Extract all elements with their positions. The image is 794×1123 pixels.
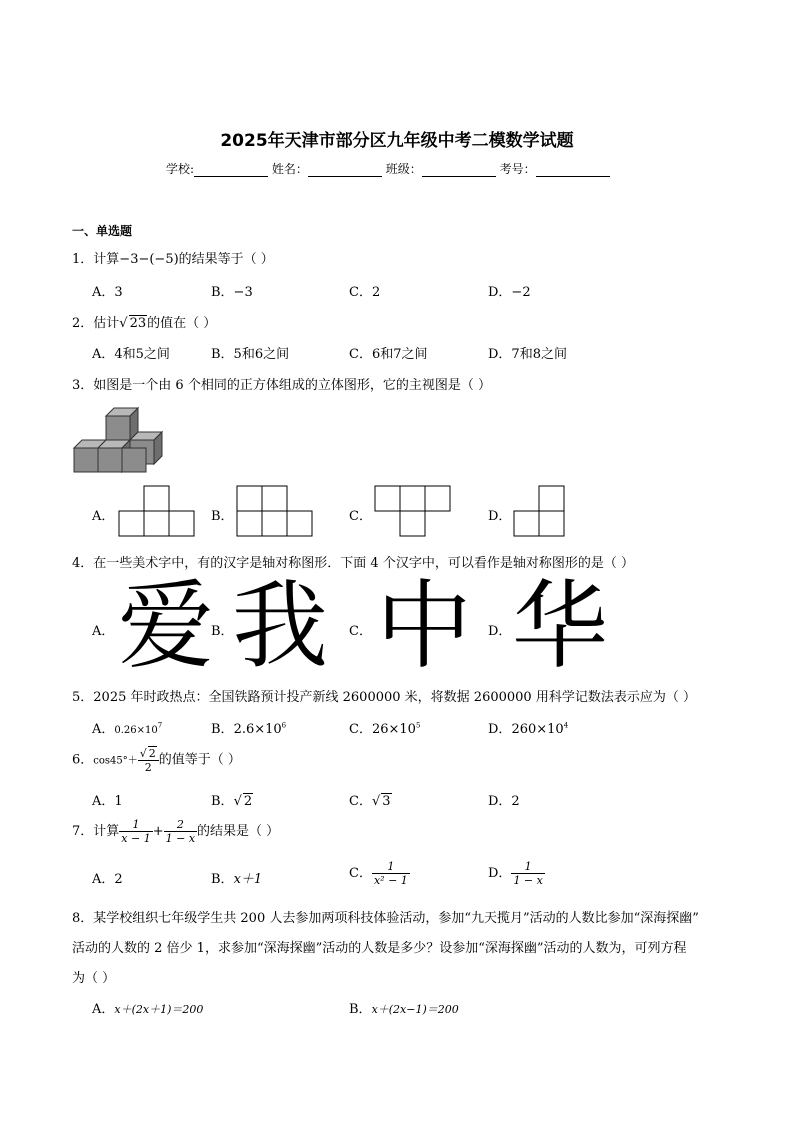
q7-plus: +	[152, 824, 164, 839]
q3-number: 3．	[72, 378, 94, 393]
q6-b-radicand: 2	[243, 794, 253, 809]
q1-number: 1．	[72, 252, 94, 267]
question-7	[72, 818, 279, 845]
q5-option-d[interactable]	[488, 718, 568, 737]
class-label: 班级：	[385, 162, 422, 176]
cube-stack-figure	[70, 404, 170, 474]
q3-option-d-figure	[513, 485, 573, 540]
q8-line1: 某学校组织七年级学生共 200 人去参加两项科技体验活动，参加“九天揽月”活动的人数比参加“深海探幽”	[93, 911, 699, 926]
question-8-line-1	[72, 907, 699, 926]
q1-option-b[interactable]: B．−3	[211, 285, 253, 300]
q4-option-c[interactable]: C．	[349, 624, 372, 639]
q3-option-b[interactable]: B．	[211, 509, 234, 524]
q1-option-c[interactable]: C．2	[349, 285, 381, 300]
q5-c-exp: 5	[415, 721, 421, 730]
q4-char-c: 中	[376, 570, 472, 682]
q2-radicand: 23	[129, 316, 147, 331]
number-label: 考号：	[499, 162, 536, 176]
q7-f1-den: x − 1	[121, 832, 151, 845]
q6-fraction: $\frac{√ 2}{2}$	[138, 746, 159, 774]
q2-option-c[interactable]: C．6和7之间	[349, 347, 428, 362]
q2-post: 的值在（ ）	[147, 316, 217, 331]
q8-option-a[interactable]	[92, 998, 203, 1017]
q6-number: 6．	[72, 752, 94, 768]
q4-option-a[interactable]: A．	[92, 624, 115, 639]
q8-b-label: B．	[349, 1002, 372, 1017]
school-label: 学校:	[166, 162, 195, 176]
q6-post: 的值等于（ ）	[158, 752, 241, 768]
q1-pre: 计算	[93, 252, 120, 267]
q6-b-label: B．	[211, 794, 234, 809]
q7-b-expr: x＋1	[233, 872, 263, 887]
q4-number: 4．	[72, 556, 94, 571]
q6-frac-num: 2	[148, 747, 156, 760]
q5-text: 2025 年时政热点：全国铁路预计投产新线 2600000 米，将数据 2600000 用科学记数法表示应为（ ）	[93, 690, 696, 705]
q7-c-num: 1	[387, 860, 395, 873]
q3-option-d[interactable]: D．	[488, 509, 512, 524]
q3-option-c-figure	[374, 485, 454, 540]
q5-option-a[interactable]	[92, 718, 162, 737]
q5-d-exp: 4	[563, 721, 569, 730]
q5-c-label: C．	[349, 722, 372, 737]
q7-f1-num: 1	[132, 818, 140, 831]
q5-option-b[interactable]	[211, 718, 286, 737]
q1-option-a[interactable]: A．3	[92, 285, 123, 300]
q7-d-label: D．	[488, 866, 512, 881]
q8-number: 8．	[72, 911, 94, 926]
q5-a-base: 0.26×10	[114, 725, 158, 736]
question-1	[72, 248, 274, 267]
name-blank[interactable]	[308, 163, 382, 177]
q6-cos: cos45°＋	[93, 755, 138, 767]
q3-text: 如图是一个由 6 个相同的正方体组成的立体图形，它的主视图是（ ）	[93, 378, 491, 393]
question-6	[72, 746, 241, 774]
q3-option-b-figure	[236, 485, 316, 540]
q8-line2: 活动的人数的 2 倍少 1，求参加“深海探幽”活动的人数是多少？设参加“深海探幽”活动的人数为，可列方程	[72, 941, 687, 956]
q5-option-c[interactable]	[349, 718, 420, 737]
q5-a-exp: 7	[157, 721, 163, 730]
q7-d-num: 1	[524, 860, 532, 873]
q7-d-den: 1 − x	[513, 874, 543, 887]
q7-fraction-2	[164, 818, 197, 845]
q7-option-b[interactable]	[211, 868, 262, 887]
school-blank[interactable]	[194, 163, 268, 177]
q6-c-radicand: 3	[382, 794, 391, 809]
q5-a-label: A．	[92, 722, 115, 737]
student-info-line	[166, 160, 610, 177]
q3-option-a[interactable]: A．	[92, 509, 115, 524]
q7-c-label: C．	[349, 866, 372, 881]
q2-option-a[interactable]: A．4和5之间	[92, 347, 170, 362]
q6-option-b[interactable]: B．√ 2	[211, 794, 253, 809]
q6-c-label: C．	[349, 794, 372, 809]
q8-b-expr: x＋(2x−1)＝200	[371, 1003, 459, 1016]
q8-a-label: A．	[92, 1002, 115, 1017]
q7-option-c[interactable]	[349, 860, 410, 887]
q7-number: 7．	[72, 824, 94, 839]
q7-f2-den: 1 − x	[165, 832, 196, 845]
q8-line3: 为（ ）	[72, 971, 116, 986]
q7-c-den: x² − 1	[373, 874, 408, 887]
page-title: 2025年天津市部分区九年级中考二模数学试题	[220, 131, 574, 151]
q7-post: 的结果是（ ）	[197, 824, 280, 839]
q3-option-c[interactable]: C．	[349, 509, 372, 524]
q6-option-d[interactable]: D．2	[488, 794, 520, 809]
section-heading: 一、单选题	[72, 224, 133, 238]
q4-option-b[interactable]: B．	[211, 624, 234, 639]
q7-c-fraction	[372, 860, 410, 887]
q2-option-b[interactable]: B．5和6之间	[211, 347, 290, 362]
q1-post: 的结果等于（ ）	[178, 252, 274, 267]
q6-option-a[interactable]: A．1	[92, 794, 123, 809]
question-5	[72, 686, 696, 705]
q6-option-c[interactable]: C．√ 3	[349, 794, 391, 809]
q1-expr: −3−(−5)	[119, 252, 179, 267]
q5-d-label: D．	[488, 722, 512, 737]
q7-pre: 计算	[93, 824, 120, 839]
q2-option-d[interactable]: D．7和8之间	[488, 347, 567, 362]
q5-b-exp: 6	[281, 721, 287, 730]
q8-option-b[interactable]	[349, 998, 459, 1017]
q7-option-a[interactable]: A．2	[92, 872, 123, 887]
question-3	[72, 374, 491, 393]
q4-char-a: 爱	[118, 570, 214, 682]
q2-pre: 估计	[93, 316, 120, 331]
class-blank[interactable]	[422, 163, 496, 177]
q5-d-base: 260×10	[511, 722, 564, 737]
q6-frac-den: 2	[138, 760, 159, 774]
q4-option-d[interactable]: D．	[488, 624, 512, 639]
q3-option-a-figure	[118, 485, 198, 540]
q8-a-expr: x＋(2x＋1)＝200	[114, 1003, 204, 1016]
q2-number: 2．	[72, 316, 94, 331]
q7-fraction-1	[119, 818, 152, 845]
q7-f2-num: 2	[176, 818, 184, 831]
q5-c-base: 26×10	[371, 722, 416, 737]
q4-char-b: 我	[232, 570, 328, 682]
q7-d-fraction	[511, 860, 544, 887]
q4-char-d: 华	[512, 570, 608, 682]
question-2: 2．估计√ 23的值在（ ）	[72, 316, 217, 331]
name-label: 姓名：	[271, 162, 308, 176]
q7-b-label: B．	[211, 872, 234, 887]
q5-b-base: 2.6×10	[233, 722, 282, 737]
q1-option-d[interactable]: D．−2	[488, 285, 531, 300]
q7-option-d[interactable]	[488, 860, 545, 887]
q5-number: 5．	[72, 690, 94, 705]
question-4	[72, 552, 634, 571]
q5-b-label: B．	[211, 722, 234, 737]
number-blank[interactable]	[536, 163, 610, 177]
q4-text: 在一些美术字中，有的汉字是轴对称图形．下面 4 个汉字中，可以看作是轴对称图形的是（ ）	[93, 556, 634, 571]
